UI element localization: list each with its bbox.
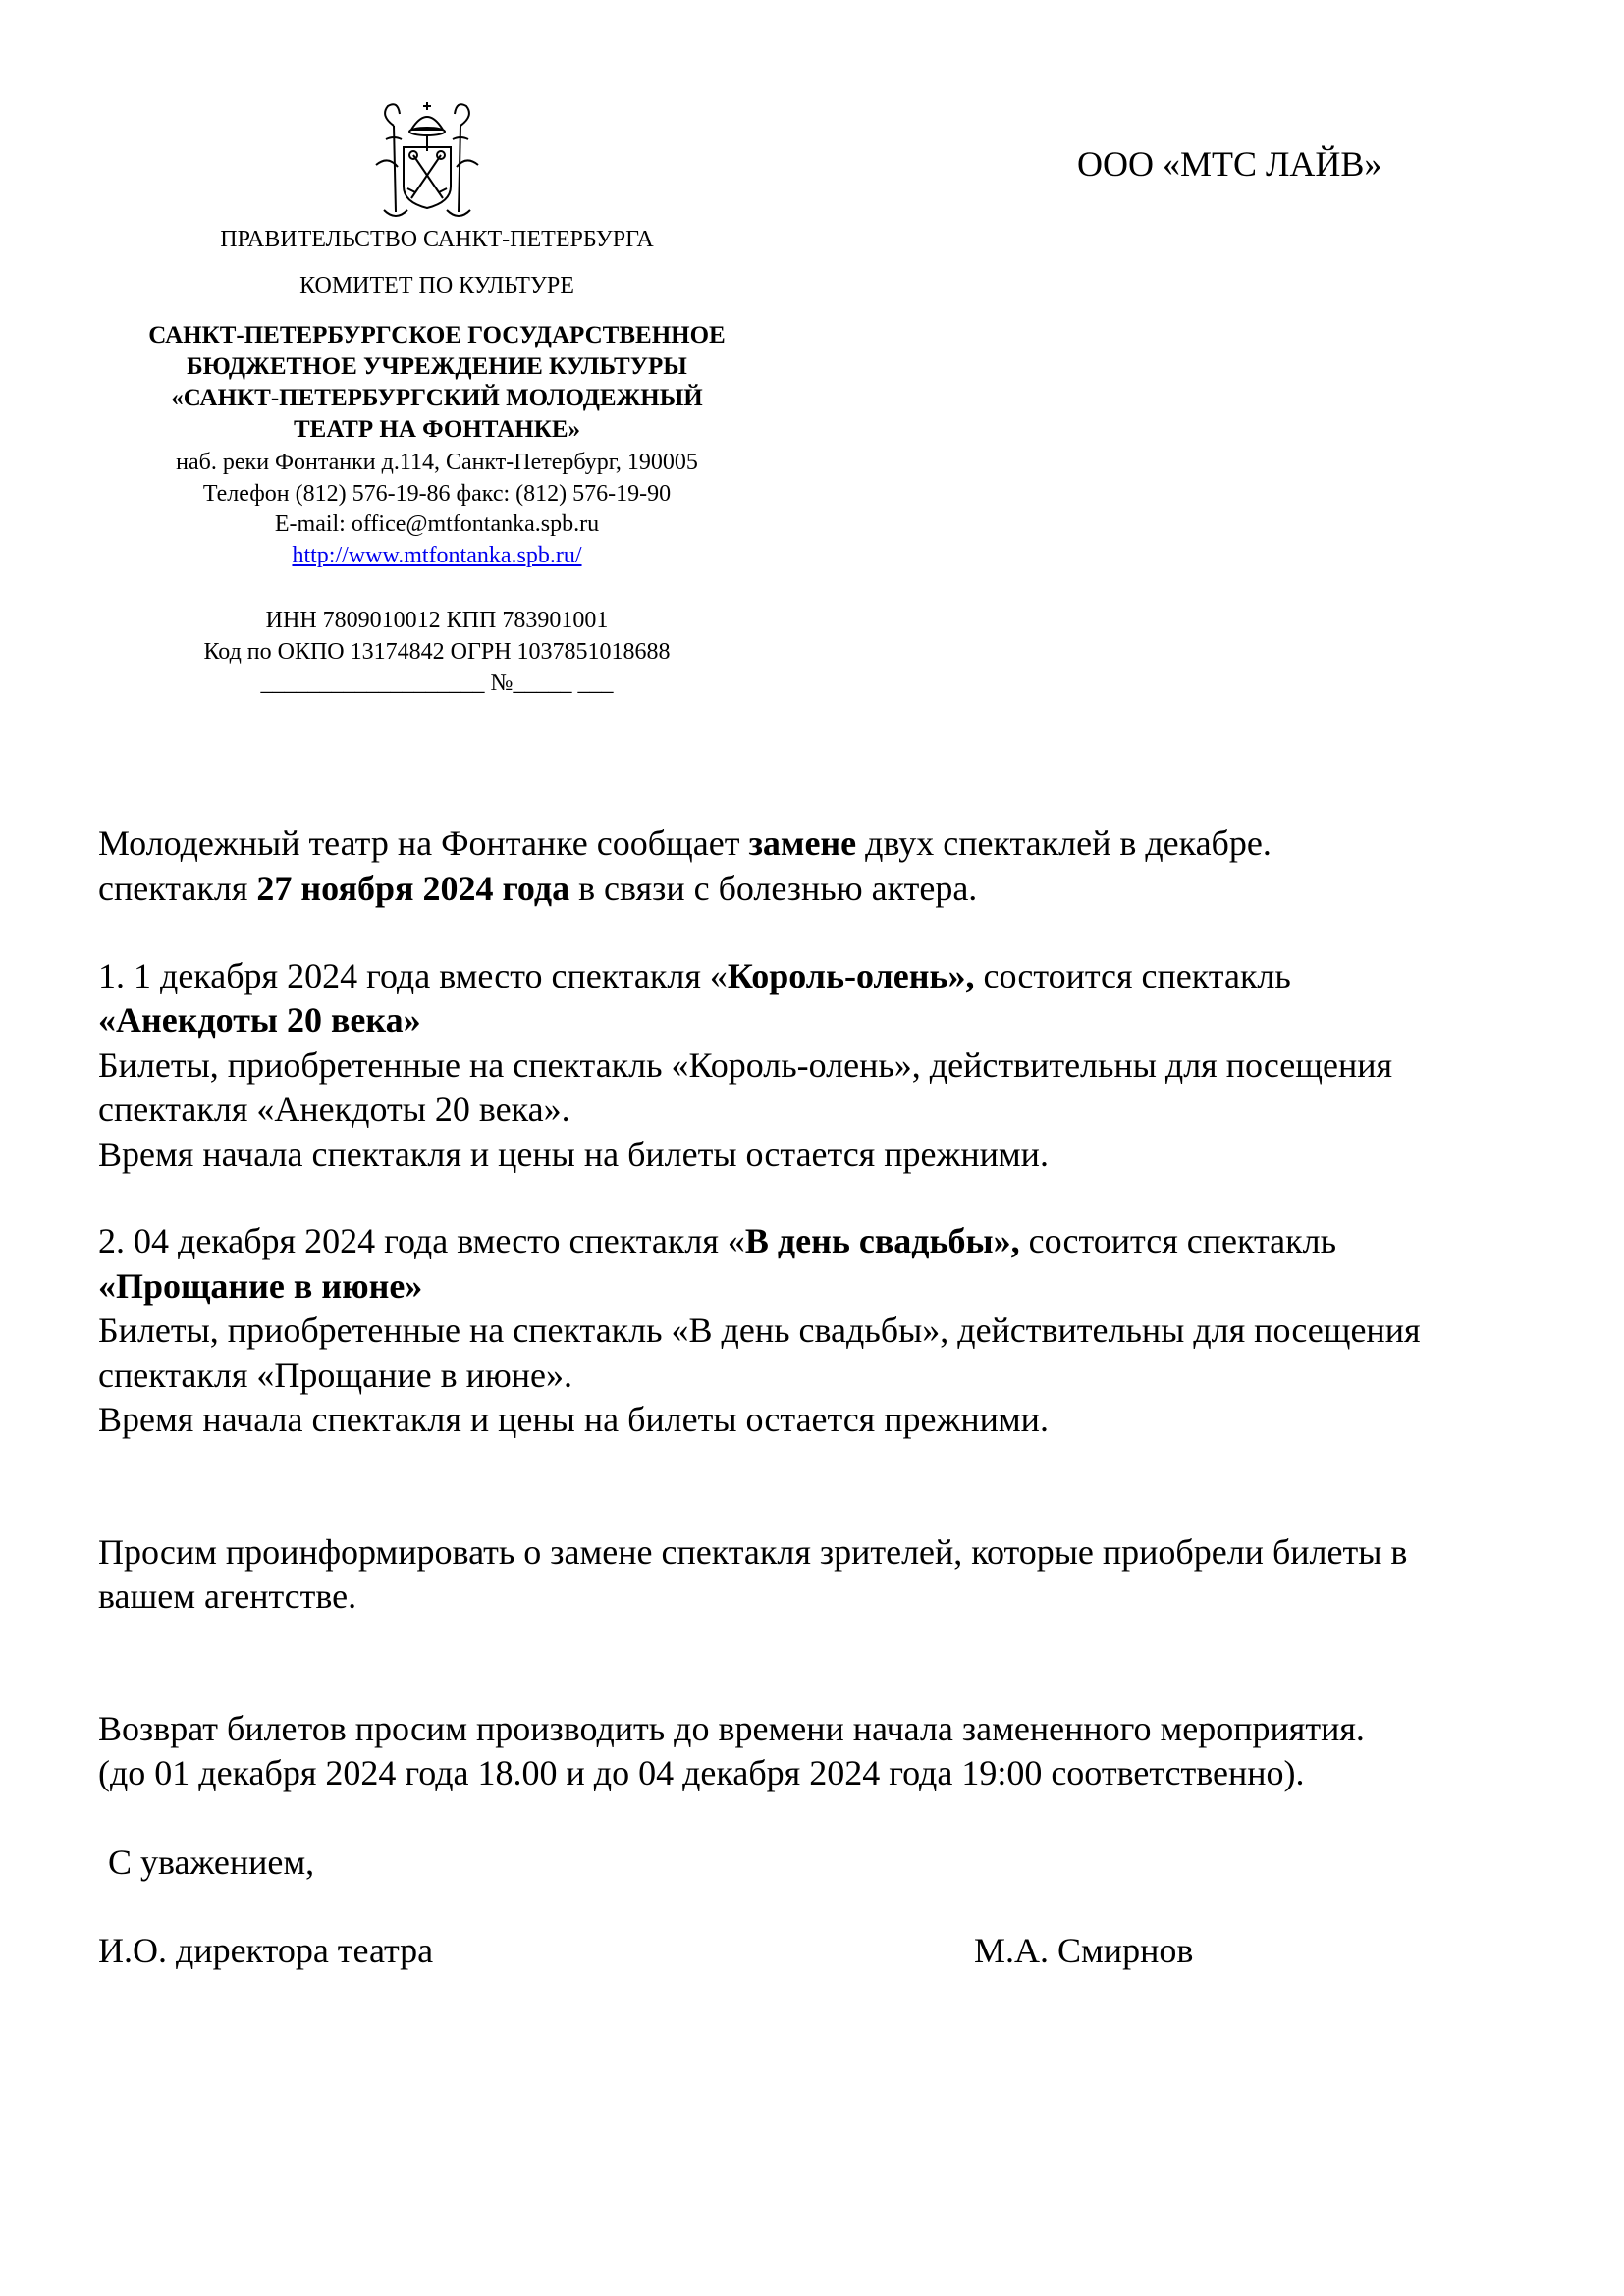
item-2-line: 2. 04 декабря 2024 года вместо спектакля «В день свадьбы», состоится спектакль: [98, 1221, 1337, 1260]
institution-line-2: БЮДЖЕТНОЕ УЧРЕЖДЕНИЕ КУЛЬТУРЫ: [187, 353, 687, 380]
email-line: E-mail: office@mtfontanka.spb.ru: [274, 511, 600, 537]
item-1-time: Время начала спектакля и цены на билеты остается прежними.: [98, 1135, 1049, 1174]
inn-kpp-line: ИНН 7809010012 КПП 783901001: [265, 608, 609, 633]
phone-line: Телефон (812) 576-19-86 факс: (812) 576-19-90: [202, 481, 672, 507]
intro-line-1: Молодежный театр на Фонтанке сообщает замене двух спектаклей в декабре.: [98, 824, 1272, 863]
item-1-line: 1. 1 декабря 2024 года вместо спектакля «Король-олень», состоится спектакль: [98, 956, 1291, 995]
item-1-tickets-1: Билеты, приобретенные на спектакль «Король-олень», действительны для посещения: [98, 1045, 1393, 1085]
address-line: наб. реки Фонтанки д.114, Санкт-Петербург, 190005: [176, 450, 698, 475]
item-2-tickets-2: спектакля «Прощание в июне».: [98, 1356, 573, 1395]
item-2-title: «Прощание в июне»: [98, 1266, 423, 1306]
institution-line-4: ТЕАТР НА ФОНТАНКЕ»: [293, 416, 581, 443]
institution-line-3: «САНКТ-ПЕТЕРБУРГСКИЙ МОЛОДЕЖНЫЙ: [171, 385, 703, 411]
item-1-title: «Анекдоты 20 века»: [98, 1000, 421, 1040]
website-link[interactable]: http://www.mtfontanka.spb.ru/: [292, 543, 582, 568]
intro-line-2: спектакля 27 ноября 2024 года в связи с болезнью актера.: [98, 869, 978, 908]
signer-title: И.О. директора театра: [98, 1931, 434, 1970]
item-2-tickets-1: Билеты, приобретенные на спектакль «В день свадьбы», действительны для посещения: [98, 1310, 1421, 1350]
refund-line-1: Возврат билетов просим производить до времени начала замененного мероприятия.: [98, 1709, 1365, 1748]
committee-line: КОМИТЕТ ПО КУЛЬТУРЕ: [299, 273, 574, 298]
request-line-1: Просим проинформировать о замене спектакля зрителей, которые приобрели билеты в: [98, 1532, 1408, 1572]
government-line: ПРАВИТЕЛЬСТВО САНКТ-ПЕТЕРБУРГА: [220, 227, 654, 252]
institution-line-1: САНКТ-ПЕТЕРБУРГСКОЕ ГОСУДАРСТВЕННОЕ: [148, 322, 726, 348]
recipient: ООО «МТС ЛАЙВ»: [1077, 144, 1382, 184]
coat-of-arms-icon: [368, 96, 486, 226]
item-1-tickets-2: спектакля «Анекдоты 20 века».: [98, 1090, 570, 1129]
item-2-time: Время начала спектакля и цены на билеты остается прежними.: [98, 1400, 1049, 1439]
regards: С уважением,: [108, 1842, 315, 1882]
request-line-2: вашем агентстве.: [98, 1576, 357, 1616]
registration-line: ___________________ №_____ ___: [260, 670, 614, 696]
refund-line-2: (до 01 декабря 2024 года 18.00 и до 04 декабря 2024 года 19:00 соответственно).: [98, 1753, 1305, 1792]
okpo-ogrn-line: Код по ОКПО 13174842 ОГРН 1037851018688: [203, 639, 671, 665]
signer-name: М.А. Смирнов: [974, 1931, 1194, 1970]
